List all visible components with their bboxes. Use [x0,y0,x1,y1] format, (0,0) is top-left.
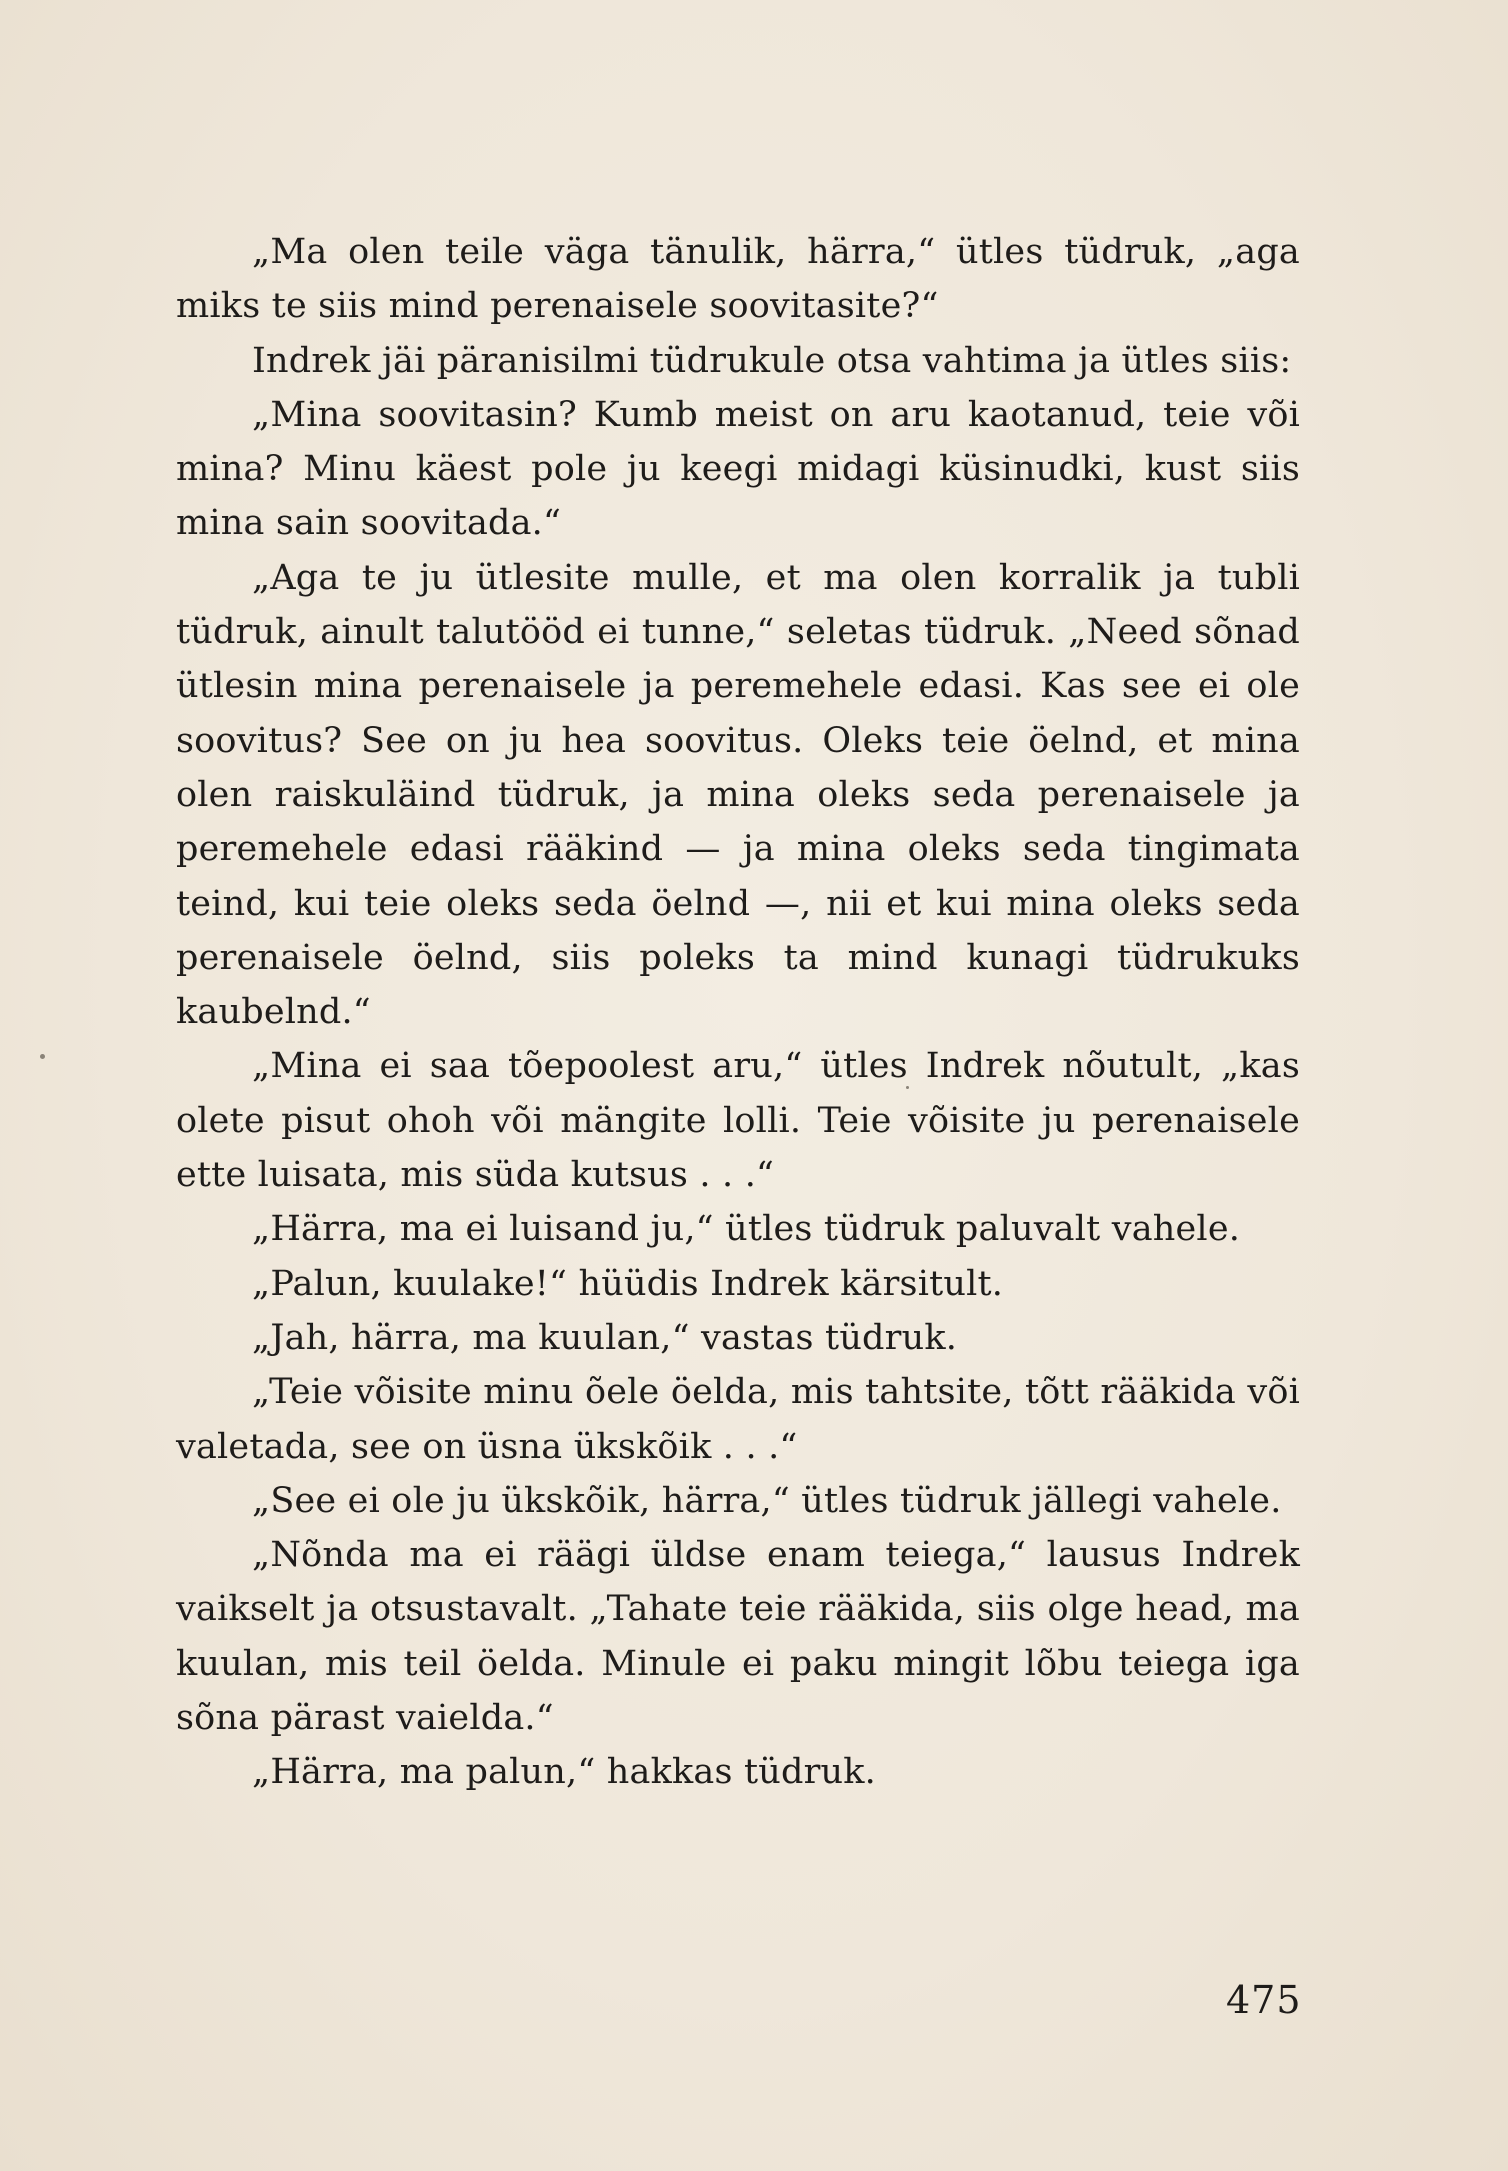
paragraph: „Härra, ma ei luisand ju,“ ütles tüdruk paluvalt vahele. [252,1209,1241,1250]
paragraph: „Nõnda ma ei räägi üldse enam teiega,“ lausus Indrek vaikselt ja otsustavalt. „Tahate teie rääkida, siis olge head, ma kuulan, mis teil öelda. Minule ei paku mingit lõbu teiega iga sõna pärast vaielda.“ [176,1535,1300,1739]
paragraph: „Mina ei saa tõepoolest aru,“ ütles Indrek nõutult, „kas olete pisut ohoh või mängite lolli. Teie võisite ju perenaisele ette luisata, mis süda kutsus . . .“ [176,1046,1300,1196]
page-number: 475 [1226,1978,1302,2022]
paragraph: Indrek jäi päranisilmi tüdrukule otsa vahtima ja ütles siis: [252,340,1292,381]
body-text [176,225,1300,1800]
paragraph: „Palun, kuulake!“ hüüdis Indrek kärsitult. [252,1263,1004,1304]
paragraph: „Aga te ju ütlesite mulle, et ma olen korralik ja tubli tüdruk, ainult talutööd ei tunne,“ seletas tüdruk. „Need sõnad ütlesin mina perenaisele ja peremehele edasi. Kas see ei ole soovitus? See on ju hea soovitus. Oleks teie öelnd, et mina olen raiskuläind tüdruk, ja mina oleks seda perenaisele ja peremehele edasi rääkind — ja mina oleks seda tingimata teind, kui teie oleks seda öelnd —, nii et kui mina oleks seda perenaisele öelnd, siis poleks ta mind kunagi tüdrukuks kaubelnd.“ [176,557,1300,1033]
paragraph: „Ma olen teile väga tänulik, härra,“ ütles tüdruk, „aga miks te siis mind perenaisele soovitasite?“ [176,232,1300,327]
paragraph: „Mina soovitasin? Kumb meist on aru kaotanud, teie või mina? Minu käest pole ju keegi midagi küsinudki, kust siis mina sain soovitada.“ [176,394,1300,544]
paragraph: „See ei ole ju ükskõik, härra,“ ütles tüdruk jällegi vahele. [252,1480,1282,1521]
paragraph: „Jah, härra, ma kuulan,“ vastas tüdruk. [252,1317,958,1358]
paper-speck [40,1054,45,1059]
paragraph: „Teie võisite minu õele öelda, mis tahtsite, tõtt rääkida või valetada, see on üsna ükskõik . . .“ [176,1372,1300,1467]
paragraph: „Härra, ma palun,“ hakkas tüdruk. [252,1752,876,1793]
